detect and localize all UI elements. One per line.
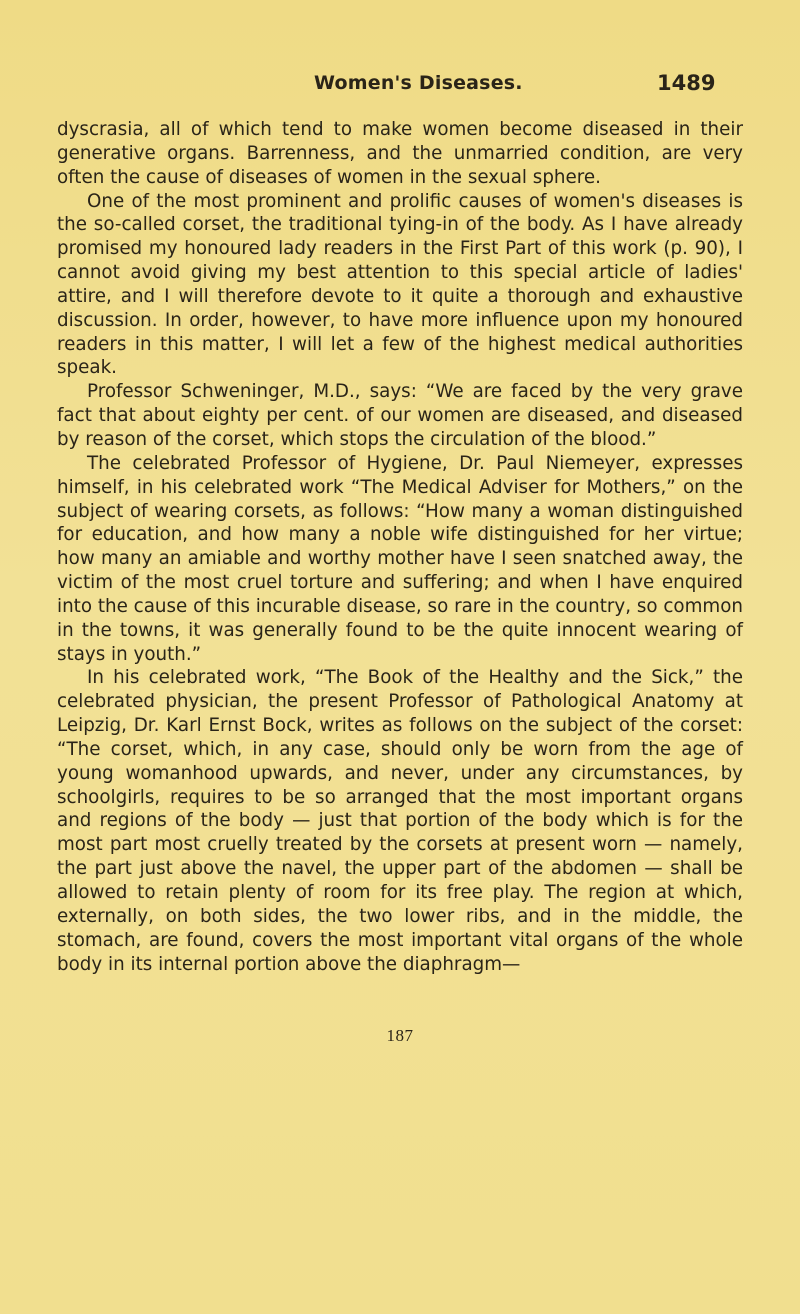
running-title: Women's Diseases. [314,72,523,94]
page-header [0,72,800,100]
folio-number: 187 [386,1026,414,1045]
paragraph: One of the most prominent and prolific causes of women's diseases is the so-called corset, the traditional tying-in of the body. As I have already promised my honoured lady readers in the First Part of this work (p. 90), I cannot avoid giving my best attention to this special article of ladies' attire, and I will therefore devote to it quite a thorough and exhaustive discussion. In order, however, to have more influence upon my honoured readers in this matter, I will let a few of the highest medical authorities speak. [57,190,743,379]
paragraph: Professor Schweninger, M.D., says: “We are faced by the very grave fact that about eighty per cent. of our women are diseased, and diseased by reason of the corset, which stops the circulation of the blood.” [57,381,743,450]
paragraph: dyscrasia, all of which tend to make women become diseased in their generative organs. Barrenness, and the unmarried condition, are very often the cause of diseases of women in the sexual sphere. [57,119,743,188]
paragraph: In his celebrated work, “The Book of the Healthy and the Sick,” the celebrated physician, the present Professor of Pathological Anatomy at Leipzig, Dr. Karl Ernst Bock, writes as follows on the subject of the corset: “The corset, which, in any case, should only be worn from the age of young womanhood upwards, and never, under any circumstances, by schoolgirls, requires to be so arranged that the most important organs and regions of the body — just that portion of the body which is for the most part most cruelly treated by the corsets at present worn — namely, the part just above the navel, the upper part of the abdomen — shall be allowed to retain plenty of room for its free play. The region at which, externally, on both sides, the two lower ribs, and in the middle, the stomach, are found, covers the most important vital organs of the whole body in its internal portion above the diaphragm— [57,667,743,975]
body-text [57,118,743,976]
page-number: 1489 [657,71,716,95]
paragraph: The celebrated Professor of Hygiene, Dr. Paul Niemeyer, expresses himself, in his celebrated work “The Medical Adviser for Mothers,” on the subject of wearing corsets, as follows: “How many a woman distinguished for education, and how many a noble wife distinguished for her virtue; how many an amiable and worthy mother have I seen snatched away, the victim of the most cruel torture and suffering; and when I have enquired into the cause of this incurable disease, so rare in the country, so common in the towns, it was generally found to be the quite innocent wearing of stays in youth.” [57,452,743,665]
